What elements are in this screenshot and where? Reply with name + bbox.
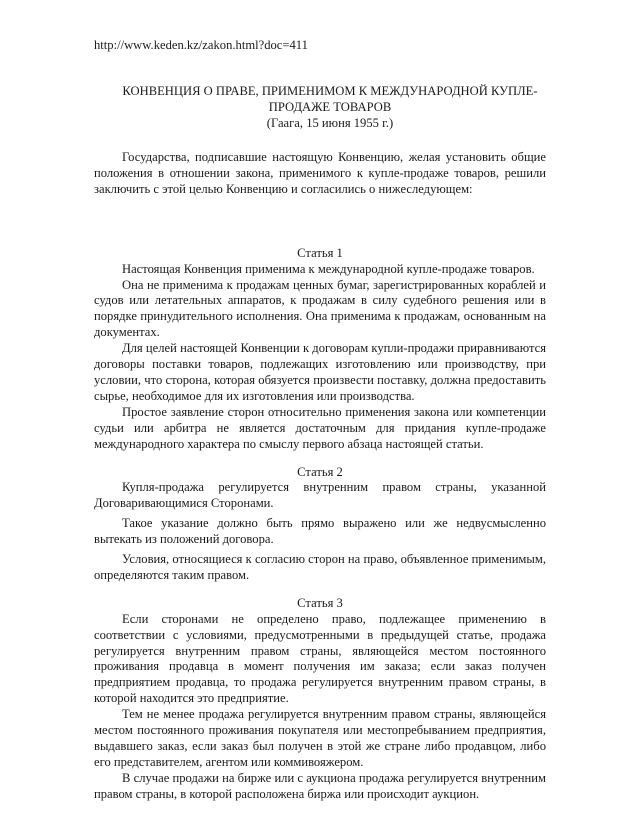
article-paragraph: Она не применима к продажам ценных бумаг, зарегистрированных кораблей и судов или летательных аппаратов, к продажам в силу судебного решения или в порядке принудительного исполнения. Она применима к продажам, основанным на документах. <box>94 277 546 340</box>
article-paragraph: Условия, относящиеся к согласию сторон на право, объявленное применимым, определяются таким правом. <box>94 552 546 582</box>
article-paragraph: Тем не менее продажа регулируется внутренним правом страны, являющейся местом постоянного проживания покупателя или местопребыванием предприятия, выдавшего заказ, если заказ был получен в этой же стране либо продавцом, либо его представителем, агентом или коммивояжером. <box>94 707 546 769</box>
article-paragraph: Если сторонами не определено право, подлежащее применению в соответствии с условиями, предусмотренными в предыдущей статье, продажа регулируется внутренним правом страны, являющейся местом постоянного проживания продавца в момент получения им заказа; если заказ получен предприятием продавца, то продажа регулируется внутренним правом страны, в которой находится это предприятие. <box>94 611 546 706</box>
article-paragraph: Простое заявление сторон относительно применения закона или компетенции судьи или арбитра не является достаточным для придания купле-продаже международного характера по смыслу первого абзаца настоящей статьи. <box>94 404 546 451</box>
document-title <box>100 83 560 131</box>
article-paragraph: В случае продажи на бирже или с аукциона продажа регулируется внутренним правом страны, в которой расположена биржа или происходит аукцион. <box>94 770 546 801</box>
source-url: http://www.keden.kz/zakon.html?doc=411 <box>94 38 308 52</box>
article-heading: Статья 1 <box>297 245 343 260</box>
article-paragraph: Такое указание должно быть прямо выражено или же недвусмысленно вытекать из положений договора. <box>94 516 546 547</box>
title-line-2: ПРОДАЖЕ ТОВАРОВ <box>268 100 392 114</box>
article-paragraph: Настоящая Конвенция применима к международной купле-продаже товаров. <box>122 261 535 276</box>
article-heading: Статья 2 <box>297 464 343 479</box>
title-subtitle: (Гаага, 15 июня 1955 г.) <box>266 116 394 130</box>
title-line-1: КОНВЕНЦИЯ О ПРАВЕ, ПРИМЕНИМОМ К МЕЖДУНАРОДНОЙ КУПЛЕ- <box>122 84 538 98</box>
document-body <box>94 150 546 815</box>
article-heading: Статья 3 <box>297 595 343 610</box>
preamble: Государства, подписавшие настоящую Конвенцию, желая установить общие положения в отношении закона, применимого к купле-продаже товаров, решили заключить с этой целью Конвенцию и согласились о нижеследующем: <box>94 150 546 196</box>
article-3 <box>94 596 546 803</box>
article-1 <box>94 246 546 453</box>
article-paragraph: Купля-продажа регулируется внутренним правом страны, указанной Договаривающимися Сторонами. <box>94 480 546 511</box>
article-paragraph: Для целей настоящей Конвенции к договорам купли-продажи приравниваются договоры поставки товаров, подлежащих изготовлению или производству, при условии, что сторона, которая обязуется произвести поставку, должна предоставить сырье, необходимое для их изготовления или производства. <box>94 341 546 403</box>
article-2 <box>94 465 546 584</box>
